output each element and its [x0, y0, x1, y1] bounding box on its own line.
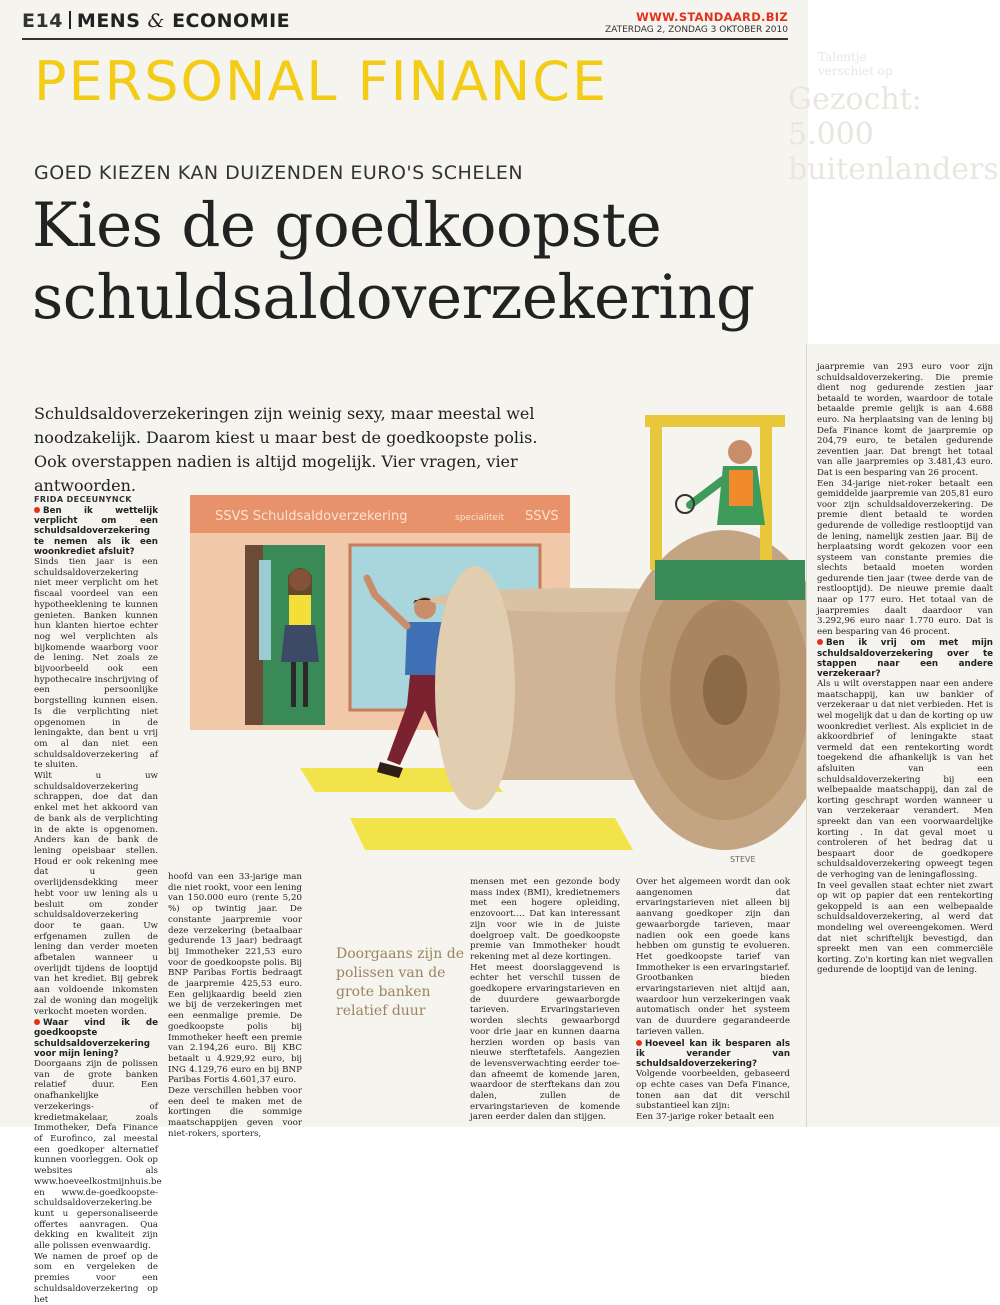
body-paragraph: Deze verschillen hebben voor een deel te maken met de kortingen die sommige maatschappijen geven voor niet-rokers, sporters,	[168, 1086, 302, 1139]
byline: FRIDA DECEUNYNCK	[34, 495, 132, 504]
bullet-dot-icon	[636, 1040, 642, 1046]
article-column-2	[168, 872, 302, 1139]
driver-arm	[690, 480, 723, 505]
section-ampersand: &	[147, 10, 165, 32]
issue-date: ZATERDAG 2, ZONDAG 3 OKTOBER 2010	[604, 25, 788, 35]
question-text: Ben ik vrij om met mijn schuldsaldoverzekering over te stappen naar een andere verzekeraar?	[817, 638, 993, 680]
site-link[interactable]: WWW.STANDAARD.BIZ	[636, 10, 788, 24]
pullquote: Doorgaans zijn de polissen van de grote banken relatief duur	[336, 946, 464, 1019]
question-heading	[817, 638, 993, 679]
woman-top	[289, 595, 311, 625]
intro-paragraph: Schuldsaldoverzekeringen zijn weinig sexy, maar meestal wel noodzakelijk. Daarom kiest u maar best de goedkoopste polis. Ook overstappen nadien is altijd mogelijk. Vier vragen, vier antwoorden.	[34, 404, 538, 495]
body-paragraph: Het meest doorslaggevend is echter het verschil tussen de goedkopere ervaringstarieven en de duurdere gewaarborgde tarieven. Ervaringstarieven worden slechts gewaarborgd voor drie jaar en kunnen daarna herzien worden op basis van nieuwe sterftetafels. Aangezien de levensverwachting eerder toe- dan afneemt de komende jaren, waardoor de sterftekans dan zou dalen, zullen de ervaringstarieven de komende jaren eerder dalen dan stijgen.	[470, 962, 620, 1123]
body-paragraph: Sinds tien jaar is een schuldsaldoverzekering niet meer verplicht om het fiscaal voordeel van een hypotheeklening te kunnen genieten. Banken kunnen hun klanten hiertoe echter nog wel verplichten als bijkomende waarborg voor de lening. Net zoals ze bijvoorbeeld ook een hypothecaire inschrijving of een persoonlijke borgstelling kunnen eisen. Is die verplichting niet opgenomen in de leningakte, dan bent u vrij om al dan niet een schuldsaldoverzekering af te sluiten.	[34, 557, 158, 771]
kicker: GOED KIEZEN KAN DUIZENDEN EURO'S SCHELEN	[34, 162, 524, 184]
illustration	[185, 400, 808, 870]
cab-pole	[760, 420, 772, 570]
body-paragraph: jaarpremie van 293 euro voor zijn schuldsaldoverzekering. Die premie dient nog gedurende zestien jaar betaald te worden, waardoor de totale betaalde premie gelijk is aan 4.688 euro. Na herplaatsing van de lening bij Defa Finance komt de jaarpremie op 204,79 euro, te betalen gedurende zeventien jaar. Dat brengt het totaal van alle jaarpremies op 3.481,43 euro. Dat is een besparing van 26 procent.	[817, 362, 993, 478]
body-paragraph: hoofd van een 33-jarige man die niet rookt, voor een lening van 150.000 euro (rente 5,20 %) op twintig jaar. De constante jaarpremie voor deze verzekering (betaalbaar gedurende 13 jaar) bedraagt bij Immotheker 221,53 euro voor de goedkoopste polis. Bij BNP Paribas Fortis bedraagt de jaarpremie 425,53 euro. Een gelijkaardig beeld zien we bij de verzekeringen met een eenmalige premie. De goedkoopste polis bij Immotheker heeft een premie van 2.194,26 euro. Bij KBC betaalt u 4.929,92 euro, bij ING 4.129,76 euro en bij BNP Paribas Fortis 4.601,37 euro.	[168, 872, 302, 1086]
artist-signature: STEVE	[730, 855, 756, 864]
shop-sign-text: SSVS Schuldsaldoverzekering	[215, 509, 408, 524]
body-paragraph: In veel gevallen staat echter niet zwart op wit op papier dat een rentekorting gekoppeld is aan een welbepaalde schuldsaldoverzekering, al werd dat mondeling wel overeengekomen. Werd dat niet schriftelijk bevestigd, dan spreekt men van een commerciële korting. Zo'n korting kan niet wegvallen gedurende de looptijd van de lening.	[817, 880, 993, 976]
body-paragraph: We namen de proef op de som en vergeleken de premies voor een schuldsaldoverzekering op het	[34, 1251, 158, 1305]
question-heading	[34, 506, 158, 557]
body-paragraph: mensen met een gezonde body mass index (BMI), kredietnemers met een hogere opleiding, enzovoort.... Dat kan interessant zijn voor wie in de juiste doelgroep valt. De goedkoopste premie van Immotheker houdt rekening met al deze kortingen.	[470, 877, 620, 962]
question-text: Waar vind ik de goedkoopste schuldsaldoverzekering voor mijn lening?	[34, 1018, 158, 1059]
header-meta	[605, 10, 788, 35]
article-column-5	[817, 362, 993, 1120]
roller-axle	[703, 655, 747, 725]
article-column-3	[470, 877, 620, 1122]
body-paragraph: Over het algemeen wordt dan ook aangenomen dat ervaringstarieven niet alleen bij aanvang goedkoper zijn dan gewaarborgde tarieven, maar nadien ook een goede kans hebben om gunstig te evolueren. Het goedkoopste tarief van Immotheker is een ervaringstarief. Grootbanken bieden ervaringstarieven niet altijd aan, waardoor hun verzekeringen vaak automatisch onder het systeem van de duurdere gegarandeerde tarieven vallen.	[636, 877, 790, 1037]
woman-hair	[288, 568, 312, 595]
shop-sign-small: specialiteit	[455, 513, 504, 523]
article-column-1	[34, 505, 162, 1305]
illustration-svg	[185, 400, 808, 870]
woman-leg	[303, 662, 308, 707]
bullet-dot-icon	[34, 1019, 40, 1025]
door-window	[259, 560, 271, 660]
question-text: Ben ik wettelijk verplicht om een schuldsaldoverzekering te nemen als ik een woonkrediet afsluit?	[34, 506, 158, 557]
bullet-dot-icon	[34, 507, 40, 513]
headline: Kies de goedkoopste schuldsaldoverzekering	[32, 190, 755, 333]
bleed-text: Talentje	[818, 50, 867, 64]
page-number: E14	[22, 10, 63, 32]
roller-front	[435, 566, 515, 810]
bleed-text: Gezocht: 5.000 buitenlanders	[788, 82, 999, 187]
adjacent-page-bleed	[788, 0, 1000, 344]
body-paragraph: Een 37-jarige roker betaalt een	[636, 1111, 775, 1122]
cab-base	[655, 560, 805, 600]
question-heading	[34, 1018, 158, 1059]
cab-pole	[650, 420, 662, 570]
question-heading	[636, 1039, 790, 1070]
body-paragraph: Een 34-jarige niet-roker betaalt een gemiddelde jaarpremie van 205,81 euro voor zijn schuldsaldoverzekering. De premie dient betaald te worden gedurende de volledige restlooptijd van de lening, namelijk zestien jaar. Bij de herplaatsing wordt gekozen voor een systeem van constante premies die slechts betaald moeten worden gedurende tien jaar (twee derde van de restlooptijd). De nieuwe premie daalt naar op 177 euro. Het totaal van de jaarpremies daalt daardoor van 3.292,96 euro naar 1.770 euro. Dat is een besparing van 46 procent.	[817, 478, 993, 637]
continued-column-clipping	[806, 344, 1000, 1127]
section-name: MENS	[76, 10, 141, 32]
article-column-4	[636, 877, 790, 1122]
question-text: Hoeveel kan ik besparen als ik verander van schuldsaldoverzekering?	[636, 1038, 790, 1069]
driver-head	[728, 440, 752, 464]
driver-vest	[729, 470, 753, 506]
shop-sign-right: SSVS	[525, 509, 559, 524]
woman-leg	[291, 662, 296, 707]
bleed-text: verschiet op	[818, 64, 893, 78]
body-paragraph: Volgende voorbeelden, gebaseerd op echte cases van Defa Finance, tonen aan dat dit verschil substantieel kan zijn:	[636, 1069, 790, 1112]
woman-skirt	[281, 625, 319, 662]
body-paragraph: Doorgaans zijn de polissen van de grote banken relatief duur. Een onafhankelijke verzekerings- of kredietmakelaar, zoals Immotheker, Defa Finance of Eurofinco, zal meestal een goedkoper alternatief kunnen voorleggen. Ook op websites als www.hoeveelkostmijnhuis.be en www.de-goedkoopste-schuldsaldoverzekering.be kunt u gepersonaliseerde offertes aanvragen. Qua dekking en kwaliteit zijn alle polissen evenwaardig.	[34, 1059, 162, 1252]
body-paragraph: Als u wilt overstappen naar een andere maatschappij, kan uw bankier of verzekeraar u dat niet verbieden. Het is wel mogelijk dat u dan de korting op uw woonkrediet verliest. Als expliciet in de akkoordbrief of leningakte staat vermeld dat een rentekorting wordt toegekend die afhankelijk is van het afsluiten van een schuldsaldoverzekering bij een welbepaalde maatschappij, dan zal de korting geschrapt worden wanneer u van verzekeraar verandert. Men spreekt dan van een voorwaardelijke korting . In dat geval moet u controleren of het bedrag dat u bespaart door de goedkopere schuldsaldoverzekering opweegt tegen de verhoging van de leningaflossing.	[817, 679, 993, 880]
section-title: PERSONAL FINANCE	[34, 50, 609, 113]
body-paragraph: Wilt u uw schuldsaldoverzekering schrappen, doe dat dan enkel met het akkoord van de bank als de verplichting in de akte is opgenomen. Anders kan de bank de lening opeisbaar stellen. Houd er ook rekening mee dat u geen overlijdensdekking meer hebt voor uw lening als u besluit om zonder schuldsaldoverzekering door te gaan. Uw erfgenamen zullen de lening dan verder moeten afbetalen wanneer u overlijdt tijdens de looptijd van het krediet. Bij gebrek aan voldoende inkomsten zal de woning dan mogelijk verkocht moeten worden.	[34, 771, 158, 1017]
header-rule	[22, 38, 788, 40]
crosswalk-stripe	[350, 818, 633, 850]
cab-roof	[645, 415, 785, 427]
page-header	[22, 10, 290, 32]
header-separator	[69, 11, 71, 29]
bullet-dot-icon	[817, 639, 823, 645]
section-name-2: ECONOMIE	[172, 10, 291, 32]
